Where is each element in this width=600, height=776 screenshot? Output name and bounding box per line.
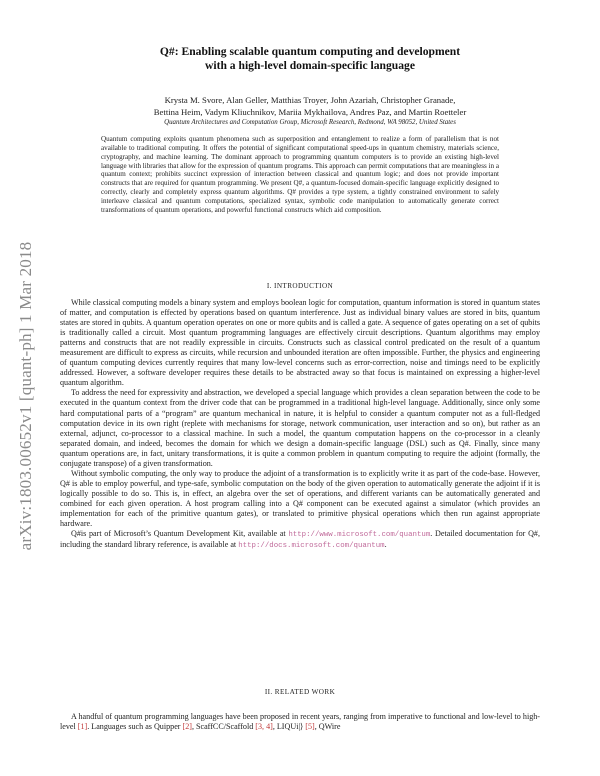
related-text-b: . Languages such as Quipper	[87, 722, 183, 732]
intro-paragraph-3: Without symbolic computing, the only way to produce the adjoint of a transformation is to explicitly write it as part of the code-base. However, Q# is able to employ powerful, and type-safe, symbolic computation on the body of the given operation to automatically generate the adjoint if it is logically possible to do so. This is, in effect, an algebra over the set of operations, and different variants can be automatically generated and combined for each given operation. A host program calling into a Q# component can be executed against a simulator (which provides an implementation for each of the primitive quantum gates), or translated to primitive physical operations which then run against appropriate hardware.	[60, 468, 540, 529]
intro-p4-text-c: .	[384, 540, 387, 550]
related-text-c: , ScaffCC/Scaffold	[191, 722, 256, 732]
title-line-2: with a high-level domain-specific language	[205, 59, 415, 72]
citation-link-1[interactable]: [1]	[77, 722, 88, 732]
docs-link[interactable]: http://docs.microsoft.com/quantum	[238, 542, 385, 551]
intro-paragraph-2: To address the need for expressivity and abstraction, we developed a special language which provides a clean separation between the code to be executed in the quantum context from the driver code that can be programmed in a traditional high-level language. Additionally, since only some hard computational parts of a “program” are quantum mechanical in nature, it is helpful to consider a quantum computer not as a full-fledged computation device in its own right (replete with mechanisms for storage, network communication, user interaction and so on), but rather as an external, adjunct, co-processor to a classical machine. In such a model, the quantum computation happens on the co-processor in a cleanly separated domain, and indeed, becomes the domain for which we design a domain-specific language (DSL) such as Q#. Finally, since many quantum operations are, in fact, unitary transformations, it is quite a common problem in quantum computing to require the adjoint (formally, the conjugate transpose) of a given transformation.	[60, 388, 540, 468]
introduction-body	[60, 298, 540, 551]
abstract: Quantum computing exploits quantum phenomena such as superposition and entanglement to realize a form of parallelism that is not available to traditional computing. It offers the potential of significant computational speed-ups in quantum chemistry, materials science, cryptography, and machine learning. The dominant approach to programming quantum computers is to provide an existing high-level language with libraries that allow for the expression of quantum programs. This approach can permit computations that are meaningless in a quantum context; prohibits succinct expression of interaction between classical and quantum logic; and does not provide important constructs that are required for quantum programming. We present Q#, a quantum-focused domain-specific language explicitly designed to correctly, clearly and completely express quantum algorithms. Q# provides a type system, a tightly constrained environment to safely interleave classical and quantum computations, specialized syntax, symbolic code manipulation to automatically generate correct transformations of quantum operations, and powerful functional constructs which aid composition.	[101, 135, 499, 214]
related-text-e: , QWire	[314, 722, 341, 732]
intro-paragraph-4	[60, 529, 540, 551]
authors-line-1: Krysta M. Svore, Alan Geller, Matthias Troyer, John Azariah, Christopher Granade,	[164, 95, 456, 105]
paper-title	[100, 45, 520, 73]
citation-link-3-4[interactable]: [3, 4]	[255, 722, 273, 732]
intro-p4-text-b: . Detailed documentation for Q#, including the standard library reference, is available at	[60, 529, 540, 550]
related-paragraph-1	[60, 712, 540, 732]
section-heading-related-work: II. RELATED WORK	[264, 688, 336, 696]
intro-p4-text-a: Q#is part of Microsoft’s Quantum Development Kit, available at	[71, 529, 289, 539]
related-text-a: A handful of quantum programming languages have been proposed in recent years, ranging from imperative to functional and low-level to high-level	[60, 712, 540, 732]
intro-paragraph-1: While classical computing models a binary system and employs boolean logic for computation, quantum information is stored in quantum states of matter, and computation is effected by operations based on quantum interference. Just as individual binary values are stored in bits, quantum states are stored in qubits. A quantum operation operates on one or more qubits and is called a gate. A sequence of gates operating on a set of qubits is traditionally called a circuit. Most quantum programming languages are effectively circuit descriptions. Quantum algorithms may employ patterns and constructs that are not readily expressible in circuits. Constructs such as classical control predicated on the result of a quantum measurement are difficult to express as circuits, while recursion and unbounded iteration are often impossible. Further, the physics and engineering of quantum computing devices currently requires that many low-level concerns such as error-correction, noise and timings need to be explicitly addressed. However, a software developer requires these details to be abstracted away so that focus is maintained on expressing a higher-level quantum algorithm.	[60, 298, 540, 388]
affiliation: Quantum Architectures and Computation Group, Microsoft Research, Redmond, WA 98052, United States	[164, 119, 456, 126]
authors-line-2: Bettina Heim, Vadym Kliuchnikov, Mariia Mykhailova, Andres Paz, and Martin Roetteler	[153, 106, 467, 117]
title-line-1: Q#: Enabling scalable quantum computing and development	[159, 45, 461, 58]
citation-link-5[interactable]: [5]	[305, 722, 315, 732]
quantum-kit-link[interactable]: http://www.microsoft.com/quantum	[288, 531, 431, 540]
section-heading-introduction: I. INTRODUCTION	[266, 282, 334, 290]
related-text-d: , LIQUi|⟩	[272, 722, 306, 732]
author-list	[100, 95, 520, 118]
arxiv-identifier: arXiv:1803.00652v1 [quant-ph] 1 Mar 2018	[16, 241, 35, 551]
citation-link-2[interactable]: [2]	[182, 722, 192, 732]
related-work-body	[60, 712, 540, 732]
